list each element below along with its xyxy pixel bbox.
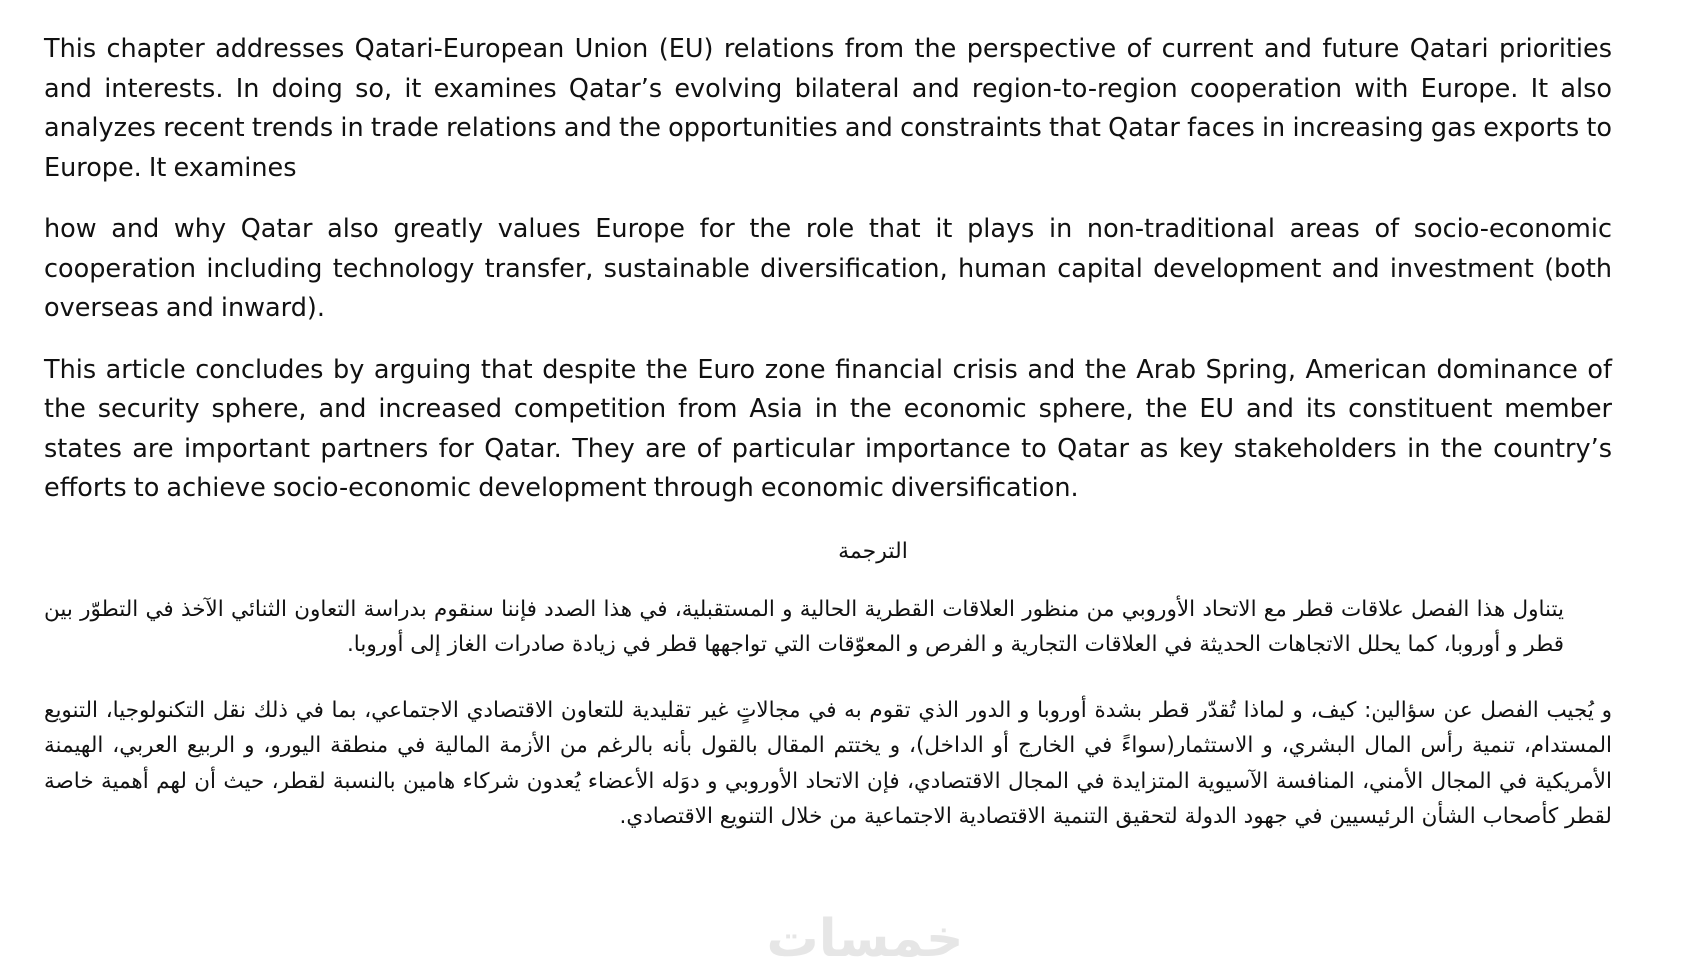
khamsat-watermark-logo: خمسات (766, 909, 964, 969)
english-paragraph-1: This chapter addresses Qatari-European Union (EU) relations from the perspective of current and future Qatari priorities and interests. In doing so, it examines Qatar’s evolving bilateral and region-to-region cooperation with Europe. It also analyzes recent trends in trade relations and the opportunities and constraints that Qatar faces in increasing gas exports to Europe. It examines (44, 34, 1612, 183)
arabic-paragraph-1: يتناول هذا الفصل علاقات قطر مع الاتحاد الأوروبي من منظور العلاقات القطرية الحالية و المستقبلية، في هذا الصدد فإننا سنقوم بدراسة التعاون الثنائي الآخذ في التطوّر بين قطر و أوروبا، كما يحلل الاتجاهات الحديثة في العلاقات التجارية و الفرص و المعوّقات التي تواجهها قطر في زيادة صادرات الغاز إلى أوروبا. (44, 596, 1564, 657)
english-paragraph-2: how and why Qatar also greatly values Europe for the role that it plays in non-traditional areas of socio-economic cooperation including technology transfer, sustainable diversification, human capital development and investment (both overseas and inward). (44, 214, 1612, 323)
document-page (44, 30, 1612, 835)
translation-heading: الترجمة (838, 538, 908, 564)
english-paragraph-3: This article concludes by arguing that despite the Euro zone financial crisis and the Arab Spring, American dominance of the security sphere, and increased competition from Asia in the economic sphere, the EU and its constituent member states are important partners for Qatar. They are of particular importance to Qatar as key stakeholders in the country’s efforts to achieve socio-economic development through economic diversification. (44, 354, 1612, 503)
arabic-paragraph-2: و يُجيب الفصل عن سؤالين: كيف، و لماذا تُقدّر قطر بشدة أوروبا و الدور الذي تقوم به في مجالاتٍ غير تقليدية للتعاون الاقتصادي الاجتماعي، بما في ذلك نقل التكنولوجيا، التنويع المستدام، تنمية رأس المال البشري، و الاستثمار(سواءً في الخارج أو الداخل)، و يختتم المقال بالقول بأنه بالرغم من الأزمة المالية في منطقة اليورو، و الربيع العربي، الهيمنة الأمريكية في المجال الأمني، المنافسة الآسيوية المتزايدة في المجال الاقتصادي، فإن الاتحاد الأوروبي و دوَله الأعضاء يُعدون شركاء هامين بالنسبة لقطر، حيث أن لهم أهمية خاصة لقطر كأصحاب الشأن الرئيسيين في جهود الدولة لتحقيق التنمية الاقتصادية الاجتماعية من خلال التنويع الاقتصادي. (44, 697, 1612, 829)
